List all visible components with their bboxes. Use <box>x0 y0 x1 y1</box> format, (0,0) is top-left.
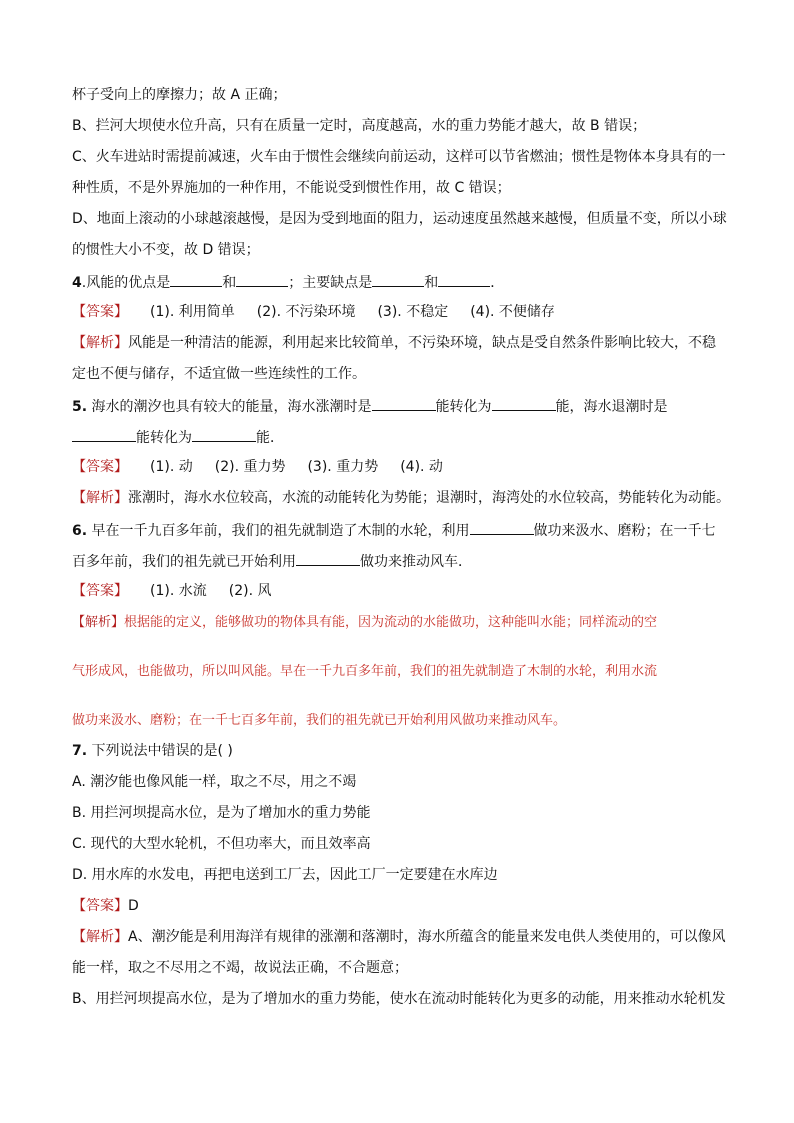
analysis-tag: 【解析】 <box>72 335 128 351</box>
q6-stem-cont: 百多年前，我们的祖先就已开始利用 做功来推动风车． <box>72 554 472 570</box>
q6-analysis-cont: 做功来汲水、磨粉；在一千七百多年前，我们的祖先就已开始利用风做功来推动风车。 <box>72 713 567 728</box>
q7-option-d: D. 用水库的水发电，再把电送到工厂去，因此工厂一定要建在水库边 <box>72 867 498 883</box>
answer-blank <box>170 274 222 287</box>
q4-answer: 【答案】 (1). 利用简单 (2). 不污染环境 (3). 不稳定 (4). 不便储存 <box>72 304 555 320</box>
answer-blank <box>492 398 556 411</box>
q3-analysis-line: 的惯性大小不变，故 D 错误； <box>72 242 260 258</box>
answer-blank <box>372 398 436 411</box>
q5-analysis: 【解析】涨潮时，海水水位较高，水流的动能转化为势能；退潮时，海湾处的水位较高，势能转化为动能。 <box>72 490 730 506</box>
answer-tag: 【答案】 <box>72 583 128 599</box>
answer-tag: 【答案】 <box>72 898 128 914</box>
document-page <box>72 87 730 1023</box>
q7-analysis-cont: B、用拦河坝提高水位，是为了增加水的重力势能，使水在流动时能转化为更多的动能，用来推动水轮机发 <box>72 991 726 1007</box>
q7-analysis: 【解析】A、潮汐能是利用海洋有规律的涨潮和落潮时，海水所蕴含的能量来发电供人类使用的，可以像风 <box>72 929 726 945</box>
q4-stem: 4.风能的优点是 和 ；主要缺点是 和 ． <box>72 275 505 291</box>
q4-analysis: 【解析】风能是一种清洁的能源，利用起来比较简单，不污染环境，缺点是受自然条件影响比较大，不稳 <box>72 335 716 351</box>
q5-stem-cont: 能转化为 能． <box>72 429 726 444</box>
analysis-tag: 【解析】 <box>72 615 125 630</box>
q6-analysis: 【解析】根据能的定义，能够做功的物体具有能，因为流动的水能做功，这种能叫水能；同样流动的空 <box>72 615 658 630</box>
q3-analysis-line: 杯子受向上的摩擦力；故 A 正确； <box>72 87 287 103</box>
q5-stem: 5. 海水的潮汐也具有较大的能量，海水涨潮时是 能转化为 能，海水退潮时是 <box>72 399 668 415</box>
q5-answer: 【答案】 (1). 动 (2). 重力势 (3). 重力势 (4). 动 <box>72 459 443 475</box>
analysis-tag: 【解析】 <box>72 929 128 945</box>
q7-option-a: A. 潮汐能也像风能一样，取之不尽，用之不竭 <box>72 774 357 790</box>
q6-stem: 6. 早在一千九百多年前，我们的祖先就制造了木制的水轮，利用 做功来汲水、磨粉；在一千七 <box>72 523 716 539</box>
q3-analysis-line: 种性质，不是外界施加的一种作用，不能说受到惯性作用，故 C 错误； <box>72 180 511 196</box>
q7-option-b: B. 用拦河坝提高水位，是为了增加水的重力势能 <box>72 805 371 821</box>
answer-tag: 【答案】 <box>72 459 128 475</box>
question-number: 6. <box>72 523 88 539</box>
answer-blank <box>236 274 288 287</box>
q7-option-c: C. 现代的大型水轮机，不但功率大，而且效率高 <box>72 836 371 852</box>
question-number: 7. <box>72 743 88 759</box>
q3-analysis-line: B、拦河大坝使水位升高，只有在质量一定时，高度越高，水的重力势能才越大，故 B 错误； <box>72 118 647 134</box>
answer-blank <box>470 522 534 535</box>
q7-stem: 7. 下列说法中错误的是( ) <box>72 743 233 759</box>
q6-answer: 【答案】 (1). 水流 (2). 风 <box>72 583 272 599</box>
answer-blank <box>192 429 256 442</box>
q3-analysis-line: C、火车进站时需提前减速，火车由于惯性会继续向前运动，这样可以节省燃油；惯性是物体本身具有的一 <box>72 149 726 165</box>
q6-analysis-cont: 气形成风，也能做功，所以叫风能。早在一千九百多年前，我们的祖先就制造了木制的水轮，利用水流 <box>72 664 658 679</box>
question-number: 4 <box>72 275 82 291</box>
q7-analysis-cont: 能一样，取之不尽用之不竭，故说法正确，不合题意； <box>72 960 408 976</box>
question-number: 5. <box>72 399 88 415</box>
answer-blank <box>438 274 490 287</box>
q3-analysis-line: D、地面上滚动的小球越滚越慢，是因为受到地面的阻力，运动速度虽然越来越慢，但质量不变，所以小球 <box>72 211 727 227</box>
answer-blank <box>296 553 360 566</box>
answer-tag: 【答案】 <box>72 304 128 320</box>
answer-blank <box>372 274 424 287</box>
analysis-tag: 【解析】 <box>72 490 128 506</box>
answer-blank <box>72 429 136 442</box>
q4-analysis-cont: 定也不便与储存，不适宜做一些连续性的工作。 <box>72 366 366 382</box>
q7-answer: 【答案】D <box>72 898 139 914</box>
